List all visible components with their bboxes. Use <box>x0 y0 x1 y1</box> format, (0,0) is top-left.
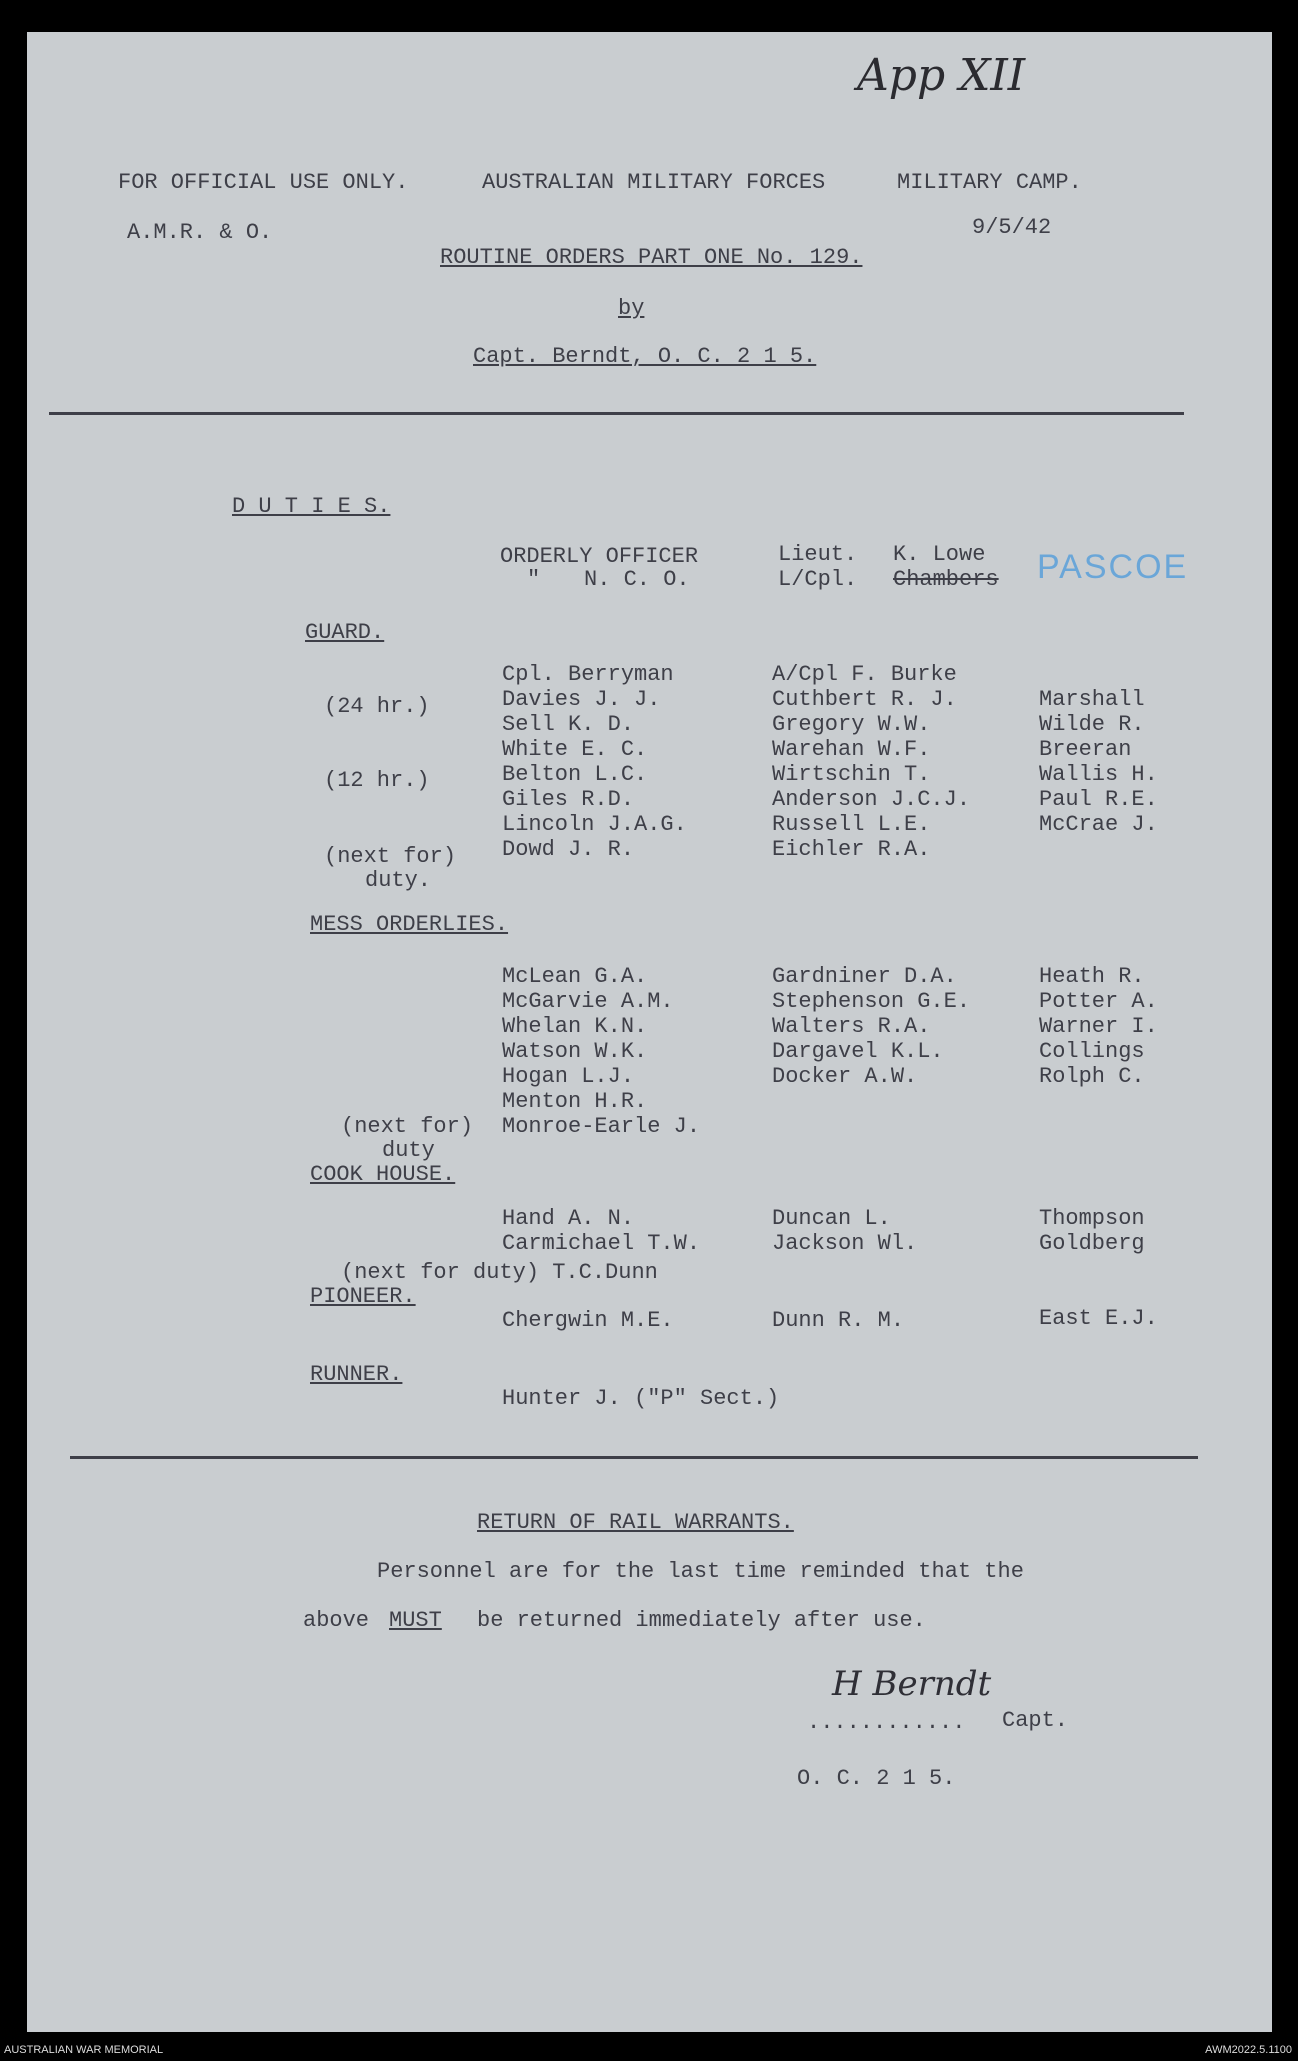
guard-name: A/Cpl F. Burke <box>772 662 957 687</box>
nco-name-struck: Chambers <box>893 567 999 592</box>
mess-name: Warner I. <box>1039 1014 1158 1039</box>
official-use-label: FOR OFFICIAL USE ONLY. <box>118 170 409 195</box>
mess-name: McGarvie A.M. <box>502 989 674 1014</box>
orderly-officer-name: K. Lowe <box>893 542 986 567</box>
guard-name: Cuthbert R. J. <box>772 687 957 712</box>
cook-column-1 <box>502 1206 700 1256</box>
guard-name: Wilde R. <box>1039 712 1145 737</box>
guard-name: Cpl. Berryman <box>502 662 674 687</box>
amr-label: A.M.R. & O. <box>127 220 273 245</box>
cook-name: Hand A. N. <box>502 1206 635 1231</box>
forces-label: AUSTRALIAN MILITARY FORCES <box>482 170 826 195</box>
guard-name: Giles R.D. <box>502 787 635 812</box>
guard-name: Belton L.C. <box>502 762 648 787</box>
guard-column-3 <box>1039 687 1158 837</box>
signature-dots: ............ <box>807 1710 966 1735</box>
cook-name: Goldberg <box>1039 1231 1145 1256</box>
guard-name: Eichler R.A. <box>772 837 931 862</box>
mess-heading: MESS ORDERLIES. <box>310 912 509 937</box>
nco-name-handwritten: PASCOE <box>1037 548 1189 586</box>
footer-right: AWM2022.5.1100 <box>1205 2044 1292 2056</box>
pioneer-name-3: East E.J. <box>1039 1306 1158 1331</box>
guard-name: White E. C. <box>502 737 648 762</box>
cook-name: Carmichael T.W. <box>502 1231 701 1256</box>
guard-12hr-label: (12 hr.) <box>324 768 430 793</box>
orders-captain: Capt. Berndt, O. C. 2 1 5. <box>473 344 817 369</box>
guard-name: Breeran <box>1039 737 1132 762</box>
guard-name: Russell L.E. <box>772 812 931 837</box>
guard-name: Gregory W.W. <box>772 712 931 737</box>
cook-name: Jackson Wl. <box>772 1231 918 1256</box>
section-divider <box>70 1456 1198 1459</box>
guard-name: Anderson J.C.J. <box>772 787 971 812</box>
cook-column-2 <box>772 1206 917 1256</box>
mess-duty-label: duty <box>382 1138 435 1163</box>
guard-column-2 <box>772 662 970 862</box>
handwritten-signature: H Berndt <box>832 1664 992 1704</box>
footer-left: AUSTRALIAN WAR MEMORIAL <box>4 2044 164 2056</box>
mess-name: Hogan L.J. <box>502 1064 635 1089</box>
mess-name: Heath R. <box>1039 964 1145 989</box>
mess-name: Potter A. <box>1039 989 1158 1014</box>
guard-name: Lincoln J.A.G. <box>502 812 687 837</box>
order-date: 9/5/42 <box>972 215 1052 240</box>
orders-title: ROUTINE ORDERS PART ONE No. 129. <box>440 245 863 270</box>
mess-name: Gardniner D.A. <box>772 964 957 989</box>
nco-ditto: " <box>527 567 541 592</box>
mess-name: Collings <box>1039 1039 1145 1064</box>
signature-unit: O. C. 2 1 5. <box>797 1766 956 1791</box>
nco-rank: L/Cpl. <box>778 567 858 592</box>
guard-name: McCrae J. <box>1039 812 1158 837</box>
rail-line-1: Personnel are for the last time reminded that the <box>377 1559 1024 1584</box>
cook-name: Duncan L. <box>772 1206 891 1231</box>
guard-duty-label: duty. <box>365 868 432 893</box>
mess-name: Rolph C. <box>1039 1064 1145 1089</box>
runner-heading: RUNNER. <box>310 1362 403 1387</box>
mess-name: McLean G.A. <box>502 964 648 989</box>
guard-name: Wallis H. <box>1039 762 1158 787</box>
signature-rank: Capt. <box>1002 1708 1069 1733</box>
mess-column-3 <box>1039 964 1158 1089</box>
mess-name: Dargavel K.L. <box>772 1039 944 1064</box>
guard-name: Paul R.E. <box>1039 787 1158 812</box>
mess-name: Watson W.K. <box>502 1039 648 1064</box>
document-page <box>27 32 1272 2032</box>
guard-name: Dowd J. R. <box>502 837 635 862</box>
mess-column-2 <box>772 964 970 1089</box>
cook-name: Thompson <box>1039 1206 1145 1231</box>
handwritten-annotation: App XII <box>857 50 1026 101</box>
camp-label: MILITARY CAMP. <box>897 170 1082 195</box>
guard-name: Davies J. J. <box>502 687 661 712</box>
header-divider <box>49 412 1184 415</box>
duties-heading: D U T I E S. <box>232 494 391 519</box>
cook-next-duty: (next for duty) T.C.Dunn <box>341 1260 658 1285</box>
mess-column-1 <box>502 964 700 1139</box>
mess-name: Menton H.R. <box>502 1089 648 1114</box>
mess-name: Stephenson G.E. <box>772 989 971 1014</box>
guard-column-1 <box>502 662 687 862</box>
pioneer-heading: PIONEER. <box>310 1284 416 1309</box>
orders-by: by <box>618 296 645 321</box>
nco-label: N. C. O. <box>584 567 690 592</box>
guard-next-label: (next for) <box>324 844 457 869</box>
mess-name: Monroe-Earle J. <box>502 1114 701 1139</box>
mess-next-label: (next for) <box>341 1114 474 1139</box>
guard-name: Sell K. D. <box>502 712 635 737</box>
guard-24hr-label: (24 hr.) <box>324 694 430 719</box>
mess-name: Walters R.A. <box>772 1014 931 1039</box>
pioneer-name-2: Dunn R. M. <box>772 1308 905 1333</box>
rail-line-2b: be returned immediately after use. <box>477 1608 926 1633</box>
orderly-officer-rank: Lieut. <box>778 542 858 567</box>
rail-line-2a: above <box>303 1608 370 1633</box>
pioneer-name-1: Chergwin M.E. <box>502 1308 674 1333</box>
guard-heading: GUARD. <box>305 620 385 645</box>
cook-heading: COOK HOUSE. <box>310 1162 456 1187</box>
runner-name: Hunter J. ("P" Sect.) <box>502 1386 780 1411</box>
rail-heading: RETURN OF RAIL WARRANTS. <box>477 1510 794 1535</box>
guard-name: Warehan W.F. <box>772 737 931 762</box>
cook-column-3 <box>1039 1206 1145 1256</box>
orderly-officer-label: ORDERLY OFFICER <box>500 544 699 569</box>
rail-line-2-must: MUST <box>389 1608 442 1633</box>
mess-name: Docker A.W. <box>772 1064 918 1089</box>
guard-name: Marshall <box>1039 687 1145 712</box>
mess-name: Whelan K.N. <box>502 1014 648 1039</box>
guard-name: Wirtschin T. <box>772 762 931 787</box>
